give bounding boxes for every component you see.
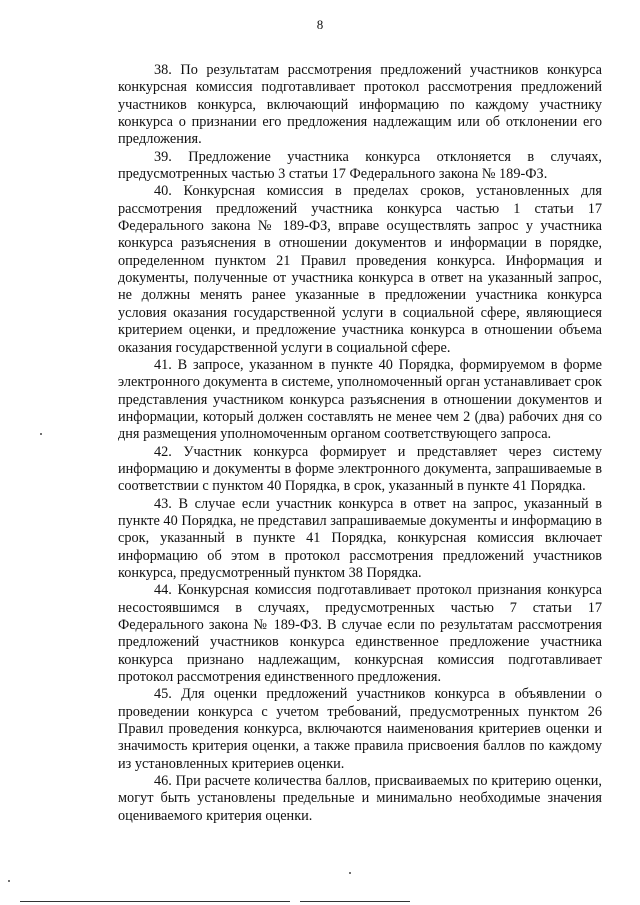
paragraph-41: 41. В запросе, указанном в пункте 40 Порядка, формируемом в форме электронного документа в системе, уполномоченный орган устанавливает срок представления участником конкурса разъяснения в отношении документов и информации, который должен составлять не менее чем 2 (два) рабочих дня со дня размещения уполномоченным органом соответствующего запроса. bbox=[118, 356, 602, 443]
paragraph-38: 38. По результатам рассмотрения предложений участников конкурса конкурсная комиссия подготавливает протокол рассмотрения предложений участников конкурса, включающий информацию по каждому участнику конкурса о признании его предложения надлежащим или об отклонении его предложения. bbox=[118, 62, 602, 148]
paragraph-44: 44. Конкурсная комиссия подготавливает протокол признания конкурса несостоявшимся в случаях, предусмотренных частью 7 статьи 17 Федерального закона № 189-ФЗ. В случае если по результатам рассмотрения предложений участников конкурса единственное предложение участника конкурса признано надлежащим, конкурсная комиссия подготавливает протокол рассмотрения единственного предложения. bbox=[118, 582, 602, 686]
paragraph-42: 42. Участник конкурса формирует и представляет через систему информацию и документы в форме электронного документа, запрашиваемые в соответствии с пунктом 40 Порядка, в срок, указанный в пункте 41 Порядка. bbox=[118, 443, 602, 495]
bottom-rule bbox=[20, 901, 290, 902]
paragraph-43: 43. В случае если участник конкурса в ответ на запрос, указанный в пункте 40 Порядка, не представил запрашиваемые документы и информацию в срок, указанный в пункте 41 Порядка, конкурсная комиссия включает информацию об этом в протокол рассмотрения предложений участников конкурса, предусмотренный пунктом 38 Порядка. bbox=[118, 495, 602, 581]
scan-speck bbox=[40, 433, 42, 435]
paragraph-39: 39. Предложение участника конкурса отклоняется в случаях, предусмотренных частью 3 статьи 17 Федерального закона № 189-ФЗ. bbox=[118, 148, 602, 183]
scan-speck bbox=[349, 872, 351, 874]
bottom-rule bbox=[300, 901, 410, 902]
scan-speck bbox=[8, 880, 10, 882]
page-number: 8 bbox=[316, 17, 324, 32]
document-body bbox=[118, 62, 602, 825]
paragraph-45: 45. Для оценки предложений участников конкурса в объявлении о проведении конкурса с учетом требований, предусмотренных пунктом 26 Правил проведения конкурса, включаются наименования критериев оценки и значимость критерия оценки, а также правила присвоения баллов по каждому из установленных критериев оценки. bbox=[118, 686, 602, 772]
paragraph-46: 46. При расчете количества баллов, присваиваемых по критерию оценки, могут быть установлены предельные и минимально необходимые значения оцениваемого критерия оценки. bbox=[118, 773, 602, 824]
paragraph-40: 40. Конкурсная комиссия в пределах сроков, установленных для рассмотрения предложений участника конкурса частью 1 статьи 17 Федерального закона № 189-ФЗ, вправе осуществлять запрос у участника конкурса разъяснения в отношении документов и информации в порядке, определенном пунктом 21 Правил проведения конкурса. Информация и документы, полученные от участника конкурса в ответ на указанный запрос, не должны менять ранее указанные в предложении участника конкурса условия оказания государственной услуги в социальной сфере, являющиеся критерием оценки, и предложение участника конкурса в отношении объема оказания государственной услуги в социальной сфере. bbox=[118, 183, 602, 356]
